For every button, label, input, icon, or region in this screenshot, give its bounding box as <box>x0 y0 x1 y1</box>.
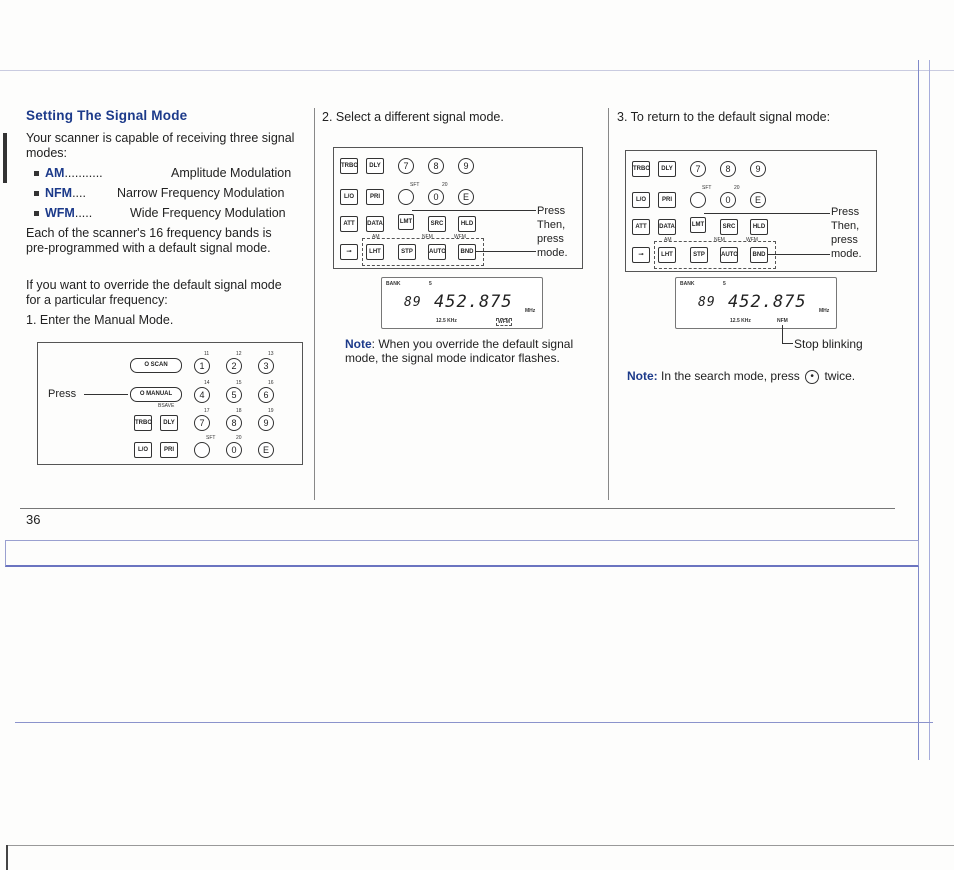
note-search-mode: Note: In the search mode, press • twice. <box>627 369 856 383</box>
step-1: 1. Enter the Manual Mode. <box>26 313 174 327</box>
lcd-bank-label: BANK <box>680 281 695 287</box>
note-override: Note: When you override the default signal mode, the signal mode indicator flashes. <box>345 337 574 365</box>
column-divider <box>314 108 315 500</box>
mode-desc: Wide Frequency Modulation <box>130 206 286 220</box>
key-sublabel: 17 <box>204 408 210 414</box>
pri-key[interactable]: PRI <box>366 189 384 205</box>
lcd-frequency: 452.875 <box>434 292 513 312</box>
instr-press: Press <box>537 205 566 217</box>
key-e[interactable]: E <box>750 192 766 208</box>
next-page-rule <box>15 722 933 723</box>
src-key[interactable]: SRC <box>720 219 738 235</box>
lo-key[interactable]: L/O <box>134 442 152 458</box>
key-sublabel: SFT <box>702 185 712 191</box>
src-key[interactable]: SRC <box>428 216 446 232</box>
pointer-line <box>704 213 830 214</box>
lht-key[interactable]: LHT <box>366 244 384 260</box>
hld-key[interactable]: HLD <box>458 216 476 232</box>
dly-key[interactable]: DLY <box>366 158 384 174</box>
footer-rule <box>20 508 895 509</box>
dly-key[interactable]: DLY <box>658 161 676 177</box>
lcd-channel: 89 <box>404 295 422 310</box>
mode-item: WFM..... <box>34 206 92 220</box>
key-sublabel: 20 <box>734 185 740 191</box>
att-key[interactable]: ATT <box>340 216 358 232</box>
column-divider <box>608 108 609 500</box>
mode-sublabel: NFM <box>714 237 725 243</box>
pointer-line <box>84 394 128 395</box>
stop-blinking-label: Stop blinking <box>794 337 863 351</box>
next-page-edge <box>5 540 919 567</box>
key-5[interactable]: 5 <box>226 387 242 403</box>
mode-sublabel: WFM <box>454 234 466 240</box>
lcd-mode-indicator: NFM <box>777 318 788 324</box>
stp-key[interactable]: STP <box>690 247 708 263</box>
bnd-key[interactable]: BND <box>458 244 476 260</box>
instr-then: Then, <box>831 220 860 232</box>
key-1[interactable]: 1 <box>194 358 210 374</box>
key-0[interactable]: 0 <box>226 442 242 458</box>
data-key[interactable]: DATA <box>658 219 676 235</box>
page-edge <box>918 60 930 760</box>
key-sublabel: 20 <box>236 435 242 441</box>
key-9[interactable]: 9 <box>750 161 766 177</box>
key-sublabel: 15 <box>236 380 242 386</box>
lht-key[interactable]: LHT <box>658 247 676 263</box>
bnd-key[interactable]: BND <box>750 247 768 263</box>
dot-key[interactable] <box>398 189 414 205</box>
step-3: 3. To return to the default signal mode: <box>617 110 831 124</box>
next-page-rule <box>8 845 954 846</box>
key-9[interactable]: 9 <box>258 415 274 431</box>
lmt-key[interactable]: LMT <box>690 217 706 233</box>
mode-desc: Narrow Frequency Modulation <box>117 186 285 200</box>
instr-mode: mode. <box>831 248 862 260</box>
key-8[interactable]: 8 <box>226 415 242 431</box>
key-0[interactable]: 0 <box>720 192 736 208</box>
instr-mode: mode. <box>537 247 568 259</box>
pointer-line <box>768 254 830 255</box>
keypad-diagram-mode <box>333 147 583 269</box>
page-number: 36 <box>26 512 41 527</box>
key-sublabel: SFT <box>206 435 216 441</box>
key-2[interactable]: 2 <box>226 358 242 374</box>
key-8[interactable]: 8 <box>720 161 736 177</box>
step-2: 2. Select a different signal mode. <box>322 110 504 124</box>
mode-sublabel: NFM <box>422 234 433 240</box>
trbo-key[interactable]: TRBO <box>340 158 358 174</box>
key-7[interactable]: 7 <box>690 161 706 177</box>
key-sublabel: 12 <box>236 351 242 357</box>
scan-key[interactable]: O SCAN <box>130 358 182 373</box>
instr-press2: press <box>831 234 858 246</box>
pointer-line <box>476 251 536 252</box>
keypad-diagram-manual <box>37 342 303 465</box>
dot-key[interactable] <box>194 442 210 458</box>
bullet-icon <box>34 211 39 216</box>
lcd-frequency: 452.875 <box>728 292 807 312</box>
mode-sublabel: WFM <box>746 237 758 243</box>
key-sublabel: 14 <box>204 380 210 386</box>
lcd-bank-number: 5 <box>429 281 432 287</box>
key-6[interactable]: 6 <box>258 387 274 403</box>
mode-sublabel: AM <box>664 237 672 243</box>
lcd-step: 12.5 KHz <box>436 318 457 324</box>
press-label: Press <box>48 388 77 400</box>
callout-line <box>782 325 793 344</box>
pri-key[interactable]: PRI <box>160 442 178 458</box>
trbo-key[interactable]: TRBO <box>134 415 152 431</box>
att-key[interactable]: ATT <box>632 219 650 235</box>
key-3[interactable]: 3 <box>258 358 274 374</box>
lock-key[interactable]: ⊸ <box>632 247 650 263</box>
lcd-step: 12.5 KHz <box>730 318 751 324</box>
mode-desc: Amplitude Modulation <box>171 166 292 180</box>
instr-press: Press <box>831 206 860 218</box>
lcd-unit: MHz <box>819 308 830 314</box>
key-sublabel: 20 <box>442 182 448 188</box>
lcd-display <box>381 277 543 329</box>
key-e[interactable]: E <box>258 442 274 458</box>
bullet-icon <box>34 191 39 196</box>
lo-key[interactable]: L/O <box>632 192 650 208</box>
key-7[interactable]: 7 <box>398 158 414 174</box>
dly-key[interactable]: DLY <box>160 415 178 431</box>
mode-sublabel: AM <box>372 234 380 240</box>
key-sublabel: 11 <box>204 351 210 357</box>
data-key[interactable]: DATA <box>366 216 384 232</box>
lmt-key[interactable]: LMT <box>398 214 414 230</box>
lcd-mode-indicator: WFM <box>498 319 510 325</box>
auto-key[interactable]: AUTO <box>428 244 446 260</box>
mode-item: AM........... <box>34 166 103 180</box>
keypad-diagram-default <box>625 150 877 272</box>
pointer-line <box>412 210 536 211</box>
key-9[interactable]: 9 <box>458 158 474 174</box>
key-8[interactable]: 8 <box>428 158 444 174</box>
key-0[interactable]: 0 <box>428 189 444 205</box>
margin-tick <box>6 845 8 870</box>
key-e[interactable]: E <box>458 189 474 205</box>
hld-key[interactable]: HLD <box>750 219 768 235</box>
section-title: Setting The Signal Mode <box>26 108 188 123</box>
para-default-mode: Each of the scanner's 16 frequency bands is pre-programmed with a default signal mode. <box>26 226 272 255</box>
dot-key-icon: • <box>805 370 819 384</box>
trbo-key[interactable]: TRBO <box>632 161 650 177</box>
stp-key[interactable]: STP <box>398 244 416 260</box>
lo-key[interactable]: L/O <box>340 189 358 205</box>
bullet-icon <box>34 171 39 176</box>
key-7[interactable]: 7 <box>194 415 210 431</box>
key-sublabel: 18 <box>236 408 242 414</box>
key-sublabel: 19 <box>268 408 274 414</box>
margin-bar <box>3 133 7 183</box>
instr-press2: press <box>537 233 564 245</box>
lcd-bank-label: BANK <box>386 281 401 287</box>
lcd-display <box>675 277 837 329</box>
lock-key[interactable]: ⊸ <box>340 244 358 260</box>
key-sublabel: SFT <box>410 182 420 188</box>
top-rule <box>0 70 954 71</box>
pri-key[interactable]: PRI <box>658 192 676 208</box>
intro-text: Your scanner is capable of receiving three signal modes: <box>26 131 295 160</box>
lcd-bank-number: 5 <box>723 281 726 287</box>
instr-then: Then, <box>537 219 566 231</box>
para-override: If you want to override the default signal mode for a particular frequency: <box>26 278 282 307</box>
key-sublabel: 16 <box>268 380 274 386</box>
key-sublabel: 13 <box>268 351 274 357</box>
mode-item: NFM.... <box>34 186 86 200</box>
manual-key[interactable]: O MANUAL <box>130 387 182 402</box>
key-4[interactable]: 4 <box>194 387 210 403</box>
auto-key[interactable]: AUTO <box>720 247 738 263</box>
lcd-unit: MHz <box>525 308 536 314</box>
lcd-channel: 89 <box>698 295 716 310</box>
key-sublabel: BSAVE <box>158 403 175 409</box>
dot-key[interactable] <box>690 192 706 208</box>
